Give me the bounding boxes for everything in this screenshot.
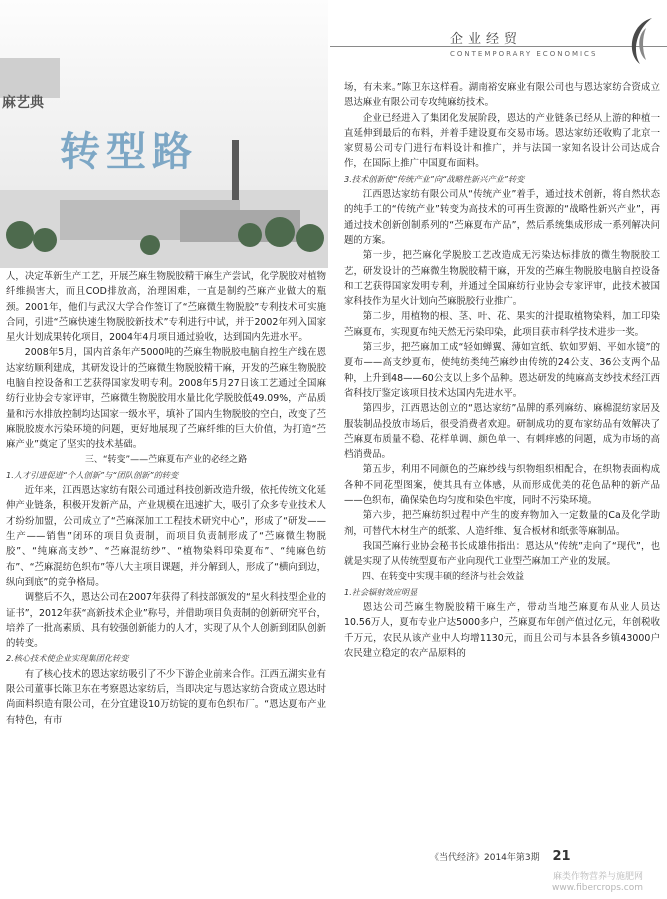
- watermark-name: 麻类作物营养与施肥网: [552, 872, 643, 882]
- paragraph: 企业已经进入了集团化发展阶段，恩达的产业链条已经从上游的种植一直延伸到最后的布料，并着手建设夏布交易市场。恩达家纺还收购了北京一家贸易公司专门进行布料设计和推广，并与法国一家知名设计公司达成合作，在国际上推广中国夏布面料。: [344, 112, 660, 170]
- subsection-heading: 1.人才引进促进“个人创新”与“团队创新”的转变: [6, 469, 179, 480]
- section-heading: 四、在转变中实现丰硕的经济与社会效益: [362, 571, 525, 582]
- paragraph: 2008年5月，国内首条年产5000吨的苎麻生物脱胶电脑自控生产线在恩达家纺顺利建成，其研发设计的苎麻微生物脱胶精干麻，开发的苎麻生物脱胶电脑自控设备和工艺获得国家发明专利。2008年5月27日该工艺通过全国麻纺行业协会专家评审，苎麻微生物脱胶用水量比化学脱胶低49.09%，产品质量和污水排放控制均达国家一级水平，填补了国内生物脱胶的空白，改变了苎麻脱胶废水污染环境的问题，更好地展现了苎麻纤维的巨大价值，为打造“苎麻产业”奠定了坚实的技术基础。: [6, 347, 326, 451]
- section-subtitle: CONTEMPORARY ECONOMICS: [450, 50, 598, 58]
- section-heading: 三、“转变”——苎麻夏布产业的必经之路: [84, 454, 248, 465]
- paragraph: 第二步，用植物的根、茎、叶、花、果实的汁提取植物染料，加工印染苎麻夏布，实现夏布纯天然无污染印染，此项目获市科学技术进步一奖。: [344, 311, 660, 338]
- header-rule: [330, 46, 667, 47]
- right-column: [344, 80, 660, 661]
- paragraph: 江西恩达家纺有限公司从“传统产业”着手，通过技术创新，将自然状态的纯手工的“传统产业”转变为高技术的可再生资源的“战略性新兴产业”，再通过技术创新创制系列的“苎麻夏布产品”，然后系统集成形成一系列解决问题的方案。: [344, 189, 660, 246]
- watermark: [552, 872, 643, 894]
- paragraph: 第五步，利用不同颜色的苎麻纱线与织物组织相配合，在织物表面构成各种不同花型图案，使其具有立体感，从而形成优美的花色品种的新产品——色织布，确保染色均匀度和染色牢度，同时不污染环境。: [344, 464, 660, 507]
- paragraph: 调整后不久，恩达公司在2007年获得了科技部颁发的“星火科技型企业的证书”，2012年获“高新技术企业”称号，并借助项目负责制的创新研究平台，培养了一批高素质、具有较强创新能力的人才，实现了从个人创新到团队创新的转变。: [6, 592, 326, 650]
- paragraph: 人，决定革新生产工艺，开展苎麻生物脱胶精干麻生产尝试，化学脱胶对植物纤维损害大，而且COD排放高，治理困难，一直是制约苎麻产业做大的瓶颈。2001年，他们与武汉大学合作签订了“苎麻微生物脱胶”专利技术可实施合同，引进“苎麻快速生物脱胶新技术”专利进行中试，并于2002年列入国家星火计划成果转化项目，2004年4月项目通过验收，达到国内先进水平。: [6, 271, 326, 344]
- section-title: 企业经贸: [450, 32, 523, 47]
- paragraph: 第四步，江西恩达创立的“恩达家纺”品牌的系列麻纺、麻棉混纺家居及服装制品投放市场后，很受消费者欢迎。研制成功的夏布家纺品有效解决了苎麻夏布质量不稳、花样单调、颜色单一、有刺痒感的问题，成为市场的高档消费品。: [344, 403, 660, 461]
- paragraph: 近年来，江西恩达家纺有限公司通过科技创新改造升级，依托传统文化延伸产业链条，积极开发新产品，产业规模在迅速扩大，吸引了众多专业技术人才纷纷加盟，公司成立了“苎麻深加工工程技术研究中心”，形成了“研发——生产——销售”闭环的项目负责制，而项目负责制形成了“苎麻微生物脱胶”、“纯麻高支纱”、“苎麻混纺纱”、“植物染料印染夏布”、“纯麻色纺布”、“苎麻混纺色织布”等八大主项目课题，并分解到人，形成了“横向到边，纵向到底”的竞争格局。: [6, 485, 326, 588]
- left-column: [6, 269, 326, 728]
- section-header: [330, 8, 667, 78]
- watermark-url: www.fibercrops.com: [552, 883, 643, 893]
- journal-citation: 《当代经济》2014年第3期: [430, 853, 540, 863]
- paragraph: 第六步，把苎麻纺织过程中产生的废弃物加入一定数量的Ca及化学助剂，可替代木材生产的纸浆、人造纤维、复合板材和纸张等麻制品。: [344, 510, 660, 537]
- paragraph: 我国苎麻行业协会秘书长成雄伟指出：恩达从“传统”走向了“现代”，也就是实现了从传统型夏布产业向现代工业型苎麻加工产业的发展。: [344, 540, 660, 568]
- page-footer: [430, 849, 571, 864]
- magazine-logo-icon: [622, 14, 660, 68]
- page-number: 21: [552, 849, 571, 864]
- subsection-heading: 1.社会辐射效应明显: [344, 586, 418, 597]
- paragraph: 有了核心技术的恩达家纺吸引了不少下游企业前来合作。江西五湖实业有限公司董事长陈卫东在考察恩达家纺后，当即决定与恩达家纺合资成立恩达时尚面料织造有限公司，在分宜建设10万纺锭的夏布色织布厂。“恩达夏布产业有特色，有市: [6, 668, 326, 726]
- paragraph: 恩达公司苎麻生物脱胶精干麻生产，带动当地苎麻夏布从业人员达10.56万人，夏布专业户达5000多户，苎麻夏布年创产值过亿元，年创税收千万元，农民从该产业中人均增1130元，而且公司与本县各乡镇43000户农民建立稳定的农产品原料的: [344, 602, 660, 659]
- paragraph: 第一步，把苎麻化学脱胶工艺改造成无污染达标排放的微生物脱胶工艺，研发设计的苎麻微生物脱胶精干麻，开发的苎麻生物脱胶电脑自控设备和工艺获得国家发明专利，并通过全国麻纺行业协会专家评审，此技术被国家科技作为星火计划向苎麻脱胶行业推广。: [344, 250, 660, 308]
- article-title: 转型路: [60, 128, 198, 175]
- paragraph: 第三步，把苎麻加工成“轻如蝉翼、薄如宣纸、软如罗娟、平如水镜”的夏布——高支纱夏布，使纯纺类纯苎麻纱由传统的24公支、36公支两个品种，上升到48——60公支以上多个品种。恩达研发的纯麻高支纱技术经江西省科技厅鉴定该项目技术达国内先进水平。: [344, 342, 660, 399]
- paragraph: 场，有未来。”陈卫东这样看。湖南裕安麻业有限公司也与恩达家纺合资成立恩达麻业有限公司专攻纯麻纺技术。: [344, 82, 660, 109]
- hero-sign: 麻艺典: [2, 95, 44, 111]
- subsection-heading: 2.核心技术使企业实现集团化转变: [6, 653, 129, 664]
- subsection-heading: 3.技术创新使“传统产业”向“战略性新兴产业”转变: [344, 173, 525, 184]
